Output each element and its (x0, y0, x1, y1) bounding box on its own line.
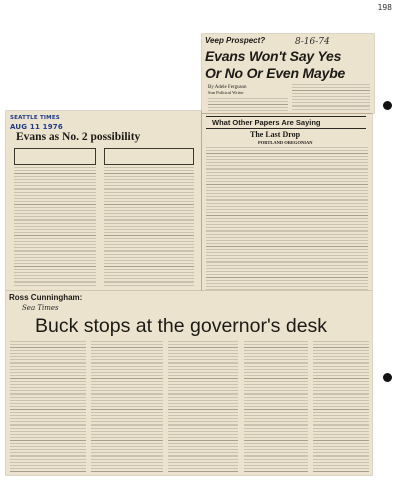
punch-hole-top (383, 101, 392, 110)
last-drop-headline: The Last Drop (250, 130, 301, 139)
evans-no2-headline: Evans as No. 2 possibility (16, 131, 141, 143)
buck-column-4 (244, 341, 308, 472)
stamp-date: AUG 11 1976 (10, 123, 63, 132)
buck-column-1 (10, 341, 86, 472)
handwritten-source: Sea Times (22, 304, 59, 312)
section-rule-top (206, 116, 366, 117)
byline-box-left (14, 148, 96, 165)
last-drop-source: PORTLAND OREGONIAN (258, 140, 313, 145)
buck-headline: Buck stops at the governor's desk (35, 315, 328, 337)
veep-byline: By Adele Ferguson (208, 85, 247, 90)
last-drop-section-label: What Other Papers Are Saying (212, 118, 321, 127)
buck-kicker: Ross Cunningham: (9, 293, 83, 302)
byline-box-right (104, 148, 194, 165)
veep-headline-line2: Or No Or Even Maybe (205, 65, 346, 81)
veep-byline-title: Sun Political Writer (208, 90, 244, 95)
buck-column-3 (168, 341, 238, 472)
punch-hole-bottom (383, 373, 392, 382)
veep-headline-line1: Evans Won't Say Yes (205, 48, 342, 64)
buck-stops-clipping (6, 291, 372, 475)
handwritten-date: 8-16-74 (295, 37, 330, 47)
veep-column-1 (208, 98, 288, 112)
last-drop-clipping (202, 114, 372, 296)
buck-column-2 (91, 341, 163, 472)
stamp-paper-name: SEATTLE TIMES (10, 115, 60, 121)
last-drop-body (206, 147, 368, 293)
evans-no2-column-2 (104, 167, 194, 287)
evans-no2-clipping (6, 111, 201, 291)
veep-kicker: Veep Prospect? (205, 36, 266, 45)
newspaper-date-stamp (10, 115, 63, 131)
section-rule-bottom (206, 128, 366, 129)
veep-column-2 (292, 84, 370, 112)
veep-prospect-clipping (202, 34, 374, 113)
buck-column-5 (313, 341, 369, 472)
evans-no2-column-1 (14, 167, 96, 287)
page-number: 198 (377, 3, 392, 12)
